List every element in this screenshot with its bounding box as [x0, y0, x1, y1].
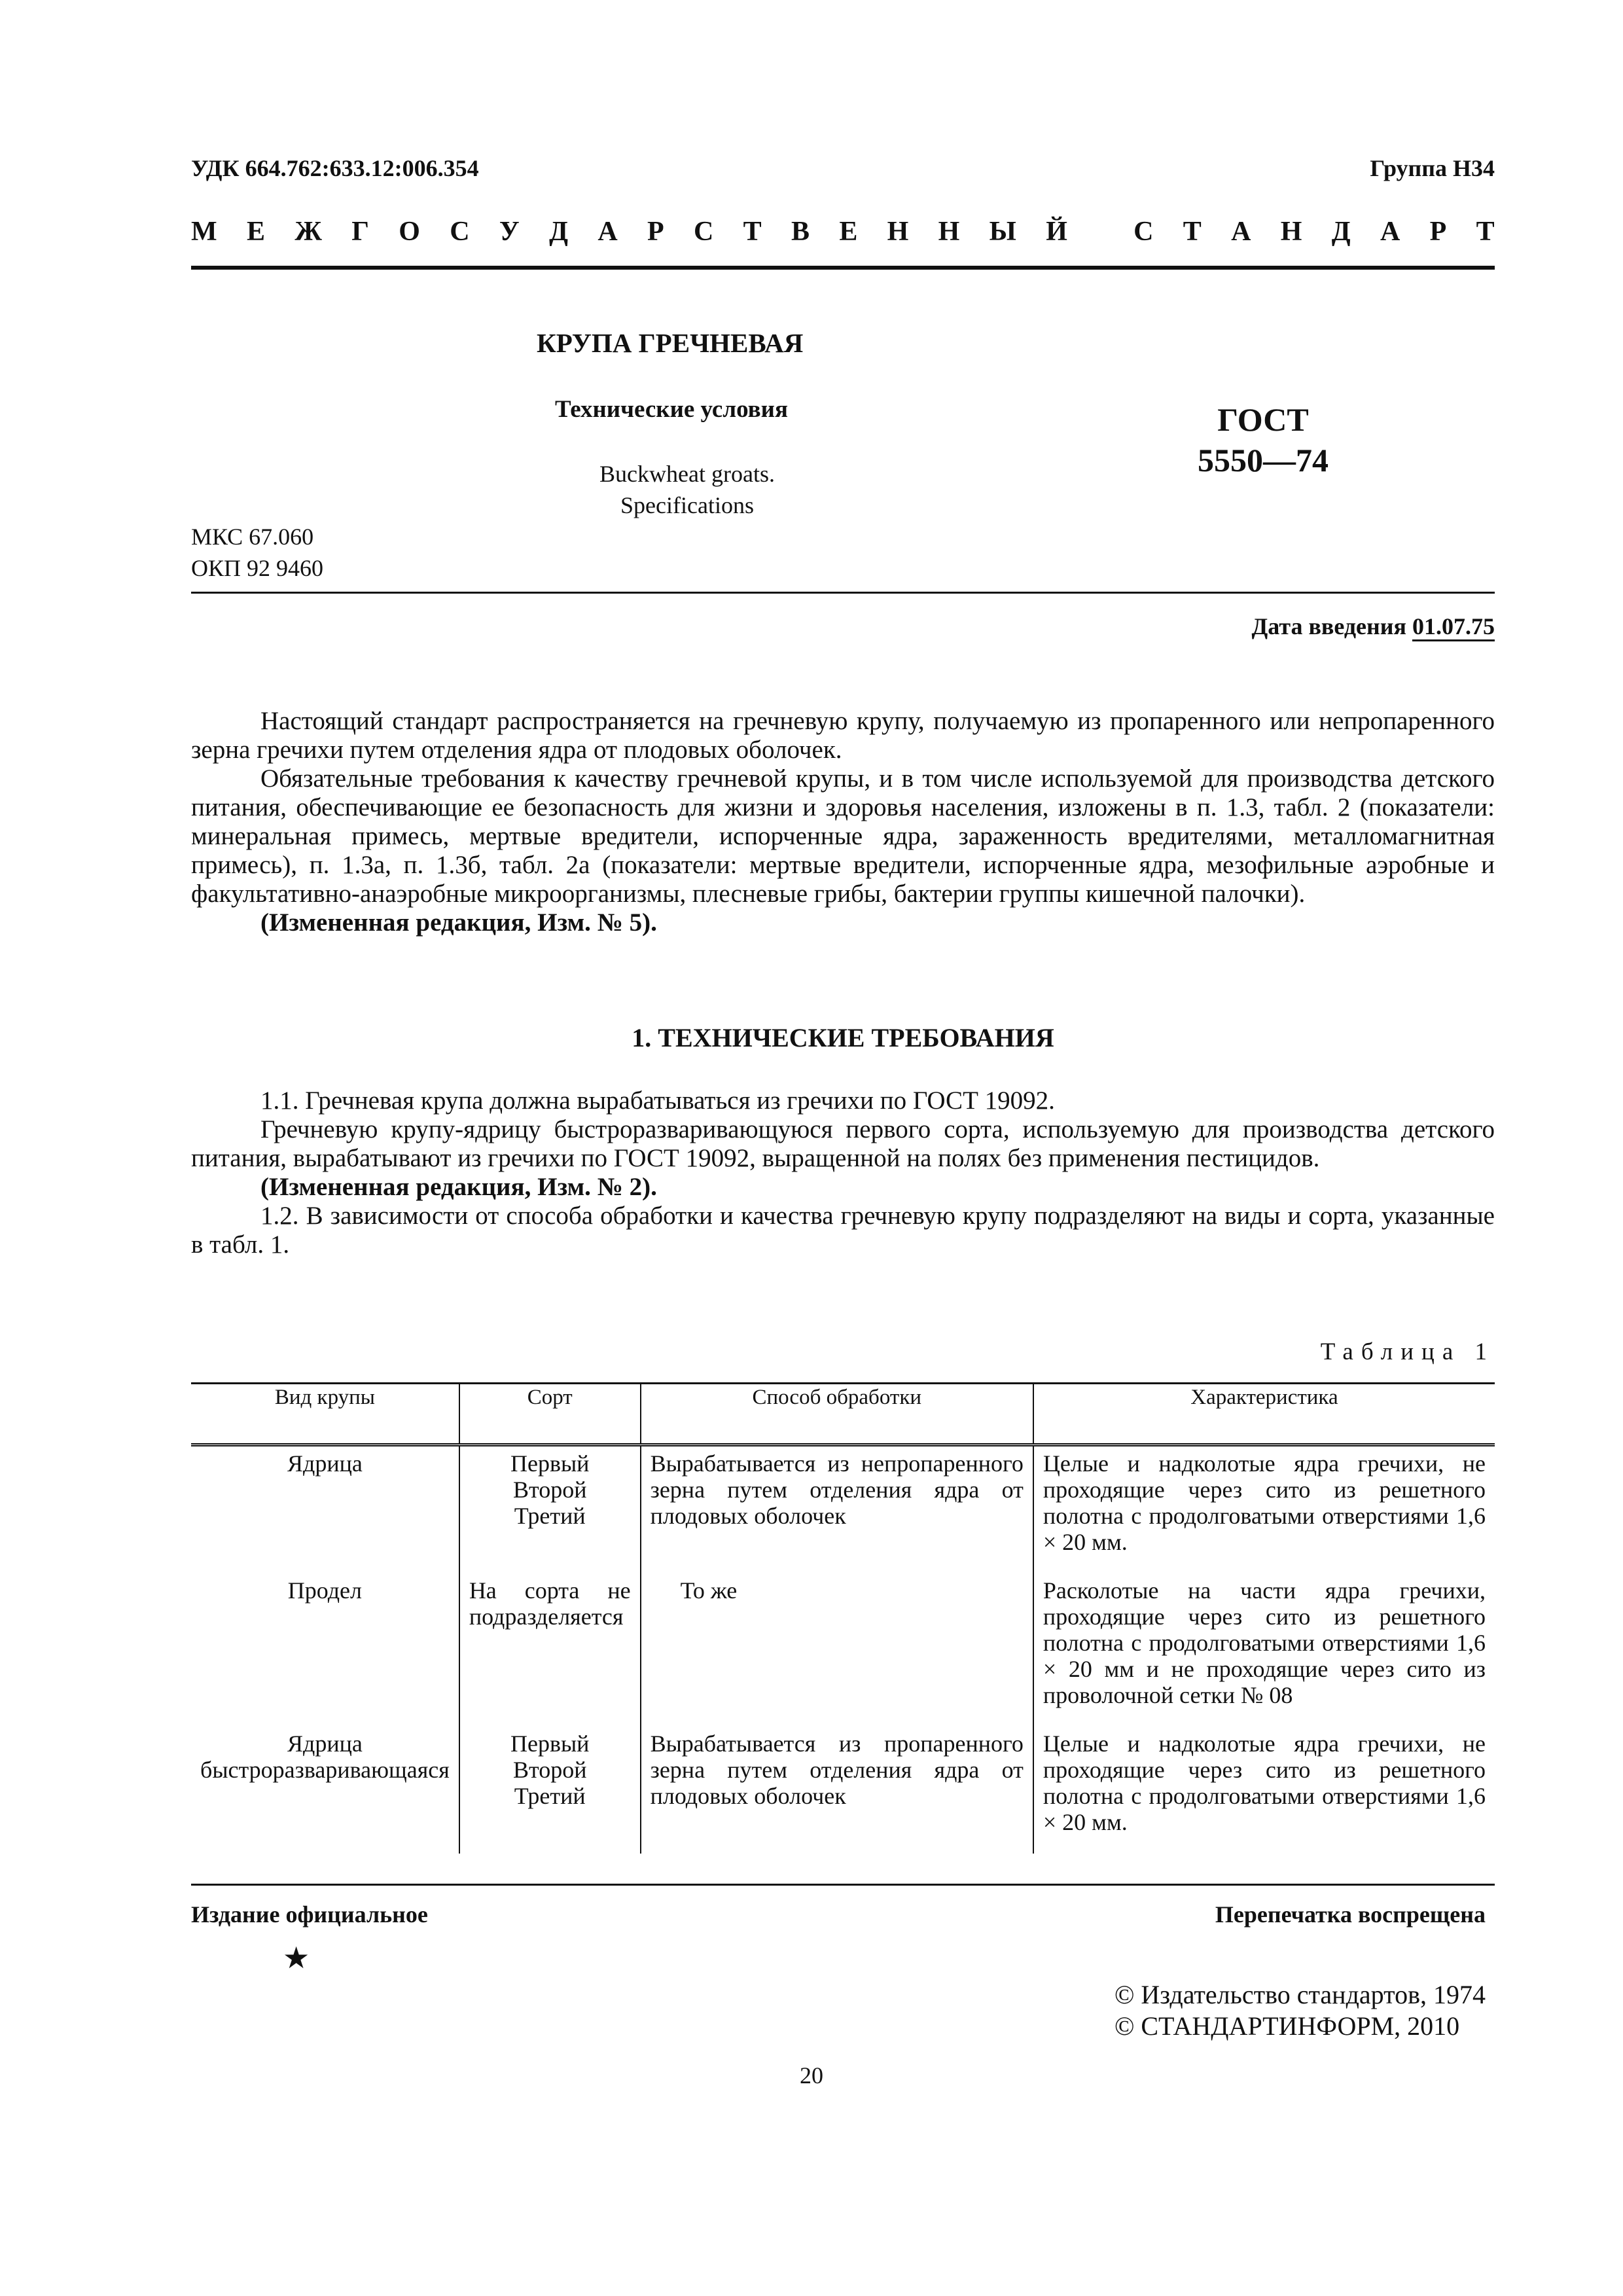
mks-code: МКС 67.060: [191, 524, 314, 550]
banner-letter: Т: [743, 217, 762, 247]
intro-amendment: (Измененная редакция, Изм. № 5).: [260, 908, 657, 937]
okp-code: ОКП 92 9460: [191, 555, 324, 581]
banner-letter: А: [1380, 217, 1400, 247]
table-row: [191, 1727, 1495, 1854]
header-kind: Вид крупы: [191, 1384, 459, 1445]
copyright-block: [1115, 1979, 1486, 2042]
effective-date-value: 01.07.75: [1412, 613, 1495, 641]
cell-kind: Продел: [287, 1577, 363, 1604]
banner-letter: Н: [1280, 217, 1302, 247]
banner-letter: Т: [1476, 217, 1495, 247]
document-title: КРУПА ГРЕЧНЕВАЯ: [537, 328, 804, 358]
cell-method: То же: [641, 1573, 1033, 1727]
banner-letter: О: [399, 217, 420, 247]
copyright-line2: © СТАНДАРТИНФОРМ, 2010: [1114, 2011, 1460, 2041]
gost-number: [1198, 399, 1329, 480]
cell-grade: На сорта не подразделяется: [459, 1573, 641, 1727]
banner-letter: Г: [351, 217, 369, 247]
cell-grade: Первый Второй Третий: [459, 1727, 641, 1854]
document-subtitle: Технические условия: [555, 396, 788, 423]
gost-label: ГОСТ: [1217, 401, 1309, 438]
banner-letter: В: [791, 217, 810, 247]
header-method: Способ обработки: [641, 1384, 1033, 1445]
banner-letter: С: [693, 217, 714, 247]
clause-1-1-para: Гречневую крупу-ядрицу быстроразваривающуюся первого сорта, используемую для производства детского питания, вырабатывают из гречихи по ГОСТ 19092, выращенной на полях без применения пестицидов.: [191, 1115, 1495, 1172]
effective-date: [1252, 613, 1495, 640]
cell-spec: Целые и надколотые ядра гречихи, не проходящие через сито из решетного полотна с продолговатыми отверстиями 1,6 × 20 мм.: [1033, 1445, 1495, 1574]
cell-kind: Ядрица быстроразваривающаяся: [200, 1731, 450, 1783]
banner-letter: Д: [549, 217, 568, 247]
star-icon: ★: [283, 1941, 310, 1975]
table-row: [191, 1445, 1495, 1574]
groats-table: [191, 1382, 1495, 1854]
cell-method: Вырабатывается из непропаренного зерна путем отделения ядра от плодовых оболочек: [641, 1445, 1033, 1574]
header-spec: Характеристика: [1033, 1384, 1495, 1445]
gost-code: 5550—74: [1198, 442, 1329, 478]
banner-letter: Н: [938, 217, 960, 247]
banner-letter: Е: [246, 217, 265, 247]
table-row: [191, 1573, 1495, 1727]
clause-amendment: (Измененная редакция, Изм. № 2).: [260, 1173, 657, 1201]
cell-spec: Расколотые на части ядра гречихи, проходящие через сито из решетного полотна с продолговатыми отверстиями 1,6 × 20 мм и не проходящие через сито из проволочной сетки № 08: [1033, 1573, 1495, 1727]
banner-letter: С: [450, 217, 470, 247]
section-text: [191, 1086, 1495, 1259]
section-heading: 1. ТЕХНИЧЕСКИЕ ТРЕБОВАНИЯ: [632, 1023, 1054, 1052]
banner-letter: Н: [887, 217, 909, 247]
copyright-line1: © Издательство стандартов, 1974: [1114, 1980, 1486, 2009]
banner-letter: Р: [1429, 217, 1447, 247]
banner-letter: Т: [1183, 217, 1202, 247]
cell-method: Вырабатывается из пропаренного зерна путем отделения ядра от плодовых оболочек: [641, 1727, 1033, 1854]
banner-letter: А: [1231, 217, 1251, 247]
banner-letter: Е: [839, 217, 858, 247]
clause-1-2: 1.2. В зависимости от способа обработки и качества гречневую крупу подразделяют на виды и сорта, указанные в табл. 1.: [191, 1202, 1495, 1259]
banner-letter: А: [597, 217, 618, 247]
clause-1-1: 1.1. Гречневая крупа должна вырабатываться из гречихи по ГОСТ 19092.: [260, 1086, 1055, 1115]
effective-date-label: Дата введения: [1251, 613, 1406, 639]
banner-letter: М: [191, 217, 217, 247]
header-rule: [191, 266, 1495, 270]
cell-grade: Первый Второй Третий: [459, 1445, 641, 1574]
english-title-line2: Specifications: [620, 492, 754, 518]
reprint-notice: Перепечатка воспрещена: [1215, 1901, 1486, 1928]
banner-letter: Й: [1046, 217, 1067, 247]
english-title-line1: Buckwheat groats.: [599, 461, 775, 487]
english-title: [524, 458, 851, 521]
group-code: Группа Н34: [1370, 155, 1495, 181]
banner-letter: С: [1133, 217, 1154, 247]
banner-letter: У: [499, 217, 520, 247]
intro-paragraph-2: Обязательные требования к качеству гречневой крупы, и в том числе используемой для производства детского питания, обеспечивающие ее безопасность для жизни и здоровья населения, изложены в п. 1.3, табл. 2 (показатели: минеральная примесь, мертвые вредители, испорченные ядра, зараженность вредителями, металломагнитная примесь), п. 1.3а, п. 1.3б, табл. 2а (показатели: мертвые вредители, испорченные ядра, мезофильные аэробные и факультативно-анаэробные микроорганизмы, плесневые грибы, бактерии группы кишечной палочки).: [191, 764, 1495, 908]
standard-banner: [191, 216, 1495, 247]
table-header-row: [191, 1384, 1495, 1445]
classification-codes: [191, 521, 323, 584]
cell-spec: Целые и надколотые ядра гречихи, не проходящие через сито из решетного полотна с продолговатыми отверстиями 1,6 × 20 мм.: [1033, 1727, 1495, 1854]
banner-letter: Р: [647, 217, 664, 247]
banner-letter: Д: [1331, 217, 1351, 247]
banner-letter: [1097, 216, 1104, 247]
intro-text: [191, 707, 1495, 937]
title-rule: [191, 592, 1495, 594]
banner-letter: Ы: [989, 217, 1016, 247]
header-grade: Сорт: [459, 1384, 641, 1445]
udk-code: УДК 664.762:633.12:006.354: [191, 155, 479, 181]
table-caption: Таблица 1: [1320, 1338, 1495, 1365]
banner-letter: Ж: [294, 217, 322, 247]
page-number: 20: [800, 2062, 823, 2089]
cell-kind: Ядрица: [287, 1450, 363, 1477]
footer-rule: [191, 1884, 1495, 1886]
intro-paragraph-1: Настоящий стандарт распространяется на гречневую крупу, получаемую из пропаренного или непропаренного зерна гречихи путем отделения ядра от плодовых оболочек.: [191, 707, 1495, 764]
official-edition: Издание официальное: [191, 1901, 428, 1928]
